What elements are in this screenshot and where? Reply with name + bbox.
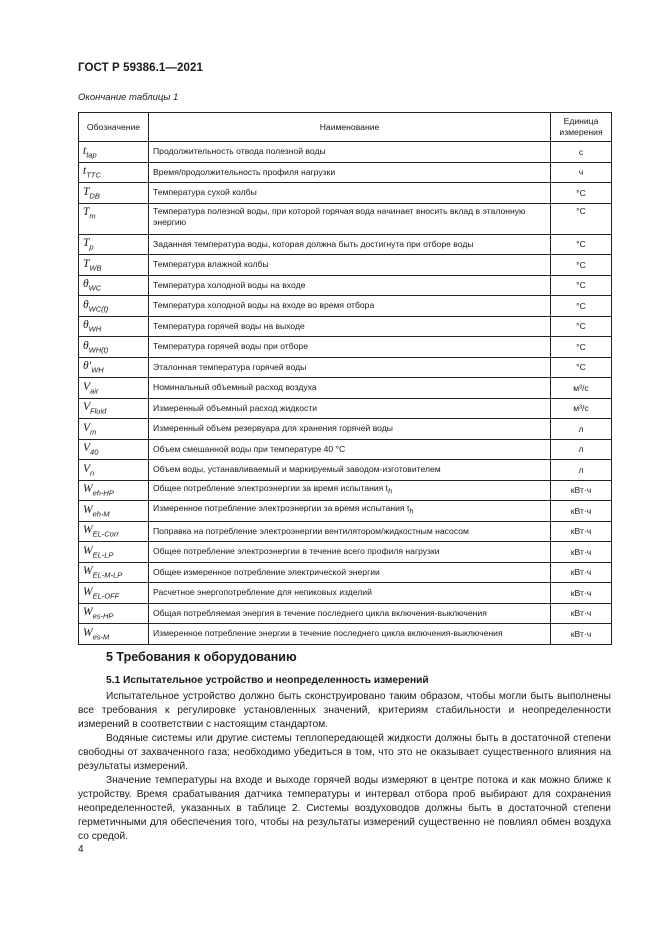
table-row [79,378,612,399]
symbol-cell [79,480,149,501]
symbol-subscript: EL-LP [92,549,114,559]
name-cell [149,542,551,563]
unit-cell: кВт·ч [551,583,612,604]
paragraph-text: Испытательное устройство должно быть сконструировано таким образом, чтобы могли быть выполнены все требования к регулировке установленных значений, критериям стабильности и неопределенности измерений в соответствии с настоящим стандартом. [78,691,611,730]
unit-cell: °С [551,203,612,234]
name-text: Расчетное энергопотребление для непиковых изделий [153,587,372,598]
symbol-subscript: eh-M [92,508,110,518]
symbol-subscript: WH(t) [88,344,109,354]
name-text: Температура холодной воды на входе [153,279,306,290]
name-cell [149,296,551,317]
name-cell [149,583,551,604]
column-header-unit: Единица измерения [551,113,612,142]
symbol-cell [79,183,149,204]
paragraph [78,732,611,774]
unit-cell: с [551,142,612,163]
symbol-subscript: WH [88,324,102,334]
name-cell [149,603,551,624]
symbol-subscript: Fluid [90,406,107,416]
symbol-letter: W [83,483,93,496]
unit-cell: °С [551,296,612,317]
symbol-letter: T [83,185,90,198]
symbol-letter: T [83,205,90,218]
unit-cell: кВт·ч [551,521,612,542]
table-row [79,183,612,204]
name-text: Измеренное потребление энергии в течение последнего цикла включения-выключения [153,628,503,639]
symbol-cell [79,234,149,255]
symbol-cell [79,624,149,645]
unit-cell: кВт·ч [551,501,612,522]
symbol-letter: V [83,462,91,475]
table-row [79,316,612,337]
name-cell [149,234,551,255]
name-cell [149,521,551,542]
symbol-subscript: eh-HP [92,488,114,498]
symbol-subscript: EL-Corr [92,529,119,539]
name-text: Температура холодной воды на входе во время отбора [153,300,375,311]
name-cell [149,624,551,645]
subsection-title: 5.1 Испытательное устройство и неопределенность измерений [106,675,429,686]
name-cell [149,480,551,501]
symbol-cell [79,203,149,234]
table-row [79,542,612,563]
symbol-cell [79,398,149,419]
symbol-cell [79,521,149,542]
name-cell [149,203,551,234]
symbol-cell [79,460,149,481]
symbol-letter: W [83,565,93,578]
unit-cell: кВт·ч [551,603,612,624]
table-row [79,583,612,604]
table-row [79,142,612,163]
symbol-letter: θ [83,278,89,291]
name-cell [149,501,551,522]
unit-cell: м³/с [551,398,612,419]
table-row [79,460,612,481]
symbol-cell [79,316,149,337]
name-text: Общая потребляемая энергия в течение последнего цикла включения-выключения [153,607,487,618]
symbol-letter: W [83,585,93,598]
symbol-subscript: 40 [90,447,99,457]
name-text: Поправка на потребление электроэнергии вентилятором/жидкостным насосом [153,525,469,536]
page-number: 4 [78,844,84,855]
symbol-cell [79,439,149,460]
unit-cell: кВт·ч [551,562,612,583]
symbol-subscript: air [90,385,99,395]
name-cell [149,142,551,163]
symbol-subscript: m [90,426,97,436]
symbol-subscript: WH [91,365,104,375]
symbol-subscript: EL-OFF [92,590,120,600]
symbol-cell [79,419,149,440]
name-text: Измеренное потребление электроэнергии за время испытания t [153,503,410,514]
unit-cell: м³/с [551,378,612,399]
symbol-letter: t [83,165,87,178]
unit-cell: °С [551,337,612,358]
unit-cell: °С [551,316,612,337]
name-text: Температура влажной колбы [153,259,269,270]
symbol-letter: W [83,626,93,639]
symbol-subscript: n [90,467,95,477]
name-text: Продолжительность отвода полезной воды [153,146,326,157]
symbol-subscript: p [89,242,94,252]
name-cell [149,398,551,419]
paragraph-text: Водяные системы или другие системы теплопередающей жидкости должны быть в достаточной степени свободны от захваченного газа; необходимо убедиться в том, что это не оказывает существенного влияния на результаты измерений. [78,733,611,772]
symbol-cell [79,501,149,522]
name-text: Температура полезной воды, при которой горячая вода начинает вносить вклад в эталонную энергию [153,205,526,227]
name-subscript: h [409,508,414,517]
name-cell [149,357,551,378]
name-text: Эталонная температура горячей воды [153,361,307,372]
symbol-letter: W [83,544,93,557]
symbol-letter: V [83,380,91,393]
symbols-table [78,112,612,645]
name-cell [149,183,551,204]
symbol-letter: T [83,257,90,270]
unit-cell: ч [551,162,612,183]
symbol-subscript: tap [86,149,97,159]
symbol-cell [79,378,149,399]
symbol-letter: t [83,144,87,157]
column-header-symbol: Обозначение [79,113,149,142]
unit-cell: кВт·ч [551,542,612,563]
symbol-cell [79,357,149,378]
paragraph-text: Значение температуры на входе и выходе горячей воды измеряют в центре потока и как можно ближе к устройству. Время срабатывания датчика температуры и интервал отбора проб выбирают для сохранения неопределенностей, указанных в таблице 2. Системы воздуховодов должны быть в достаточной степени герметичными для обеспечения того, чтобы на результаты измерений существенно не повлиял обмен воздуха со средой. [78,775,611,842]
symbol-subscript: WC(t) [88,303,109,313]
name-cell [149,460,551,481]
name-text: Измеренный объем резервуара для хранения горячей воды [153,423,393,434]
name-text: Общее потребление электроэнергии в течение всего профиля нагрузки [153,546,440,557]
symbol-subscript: m [89,210,96,220]
document-header: ГОСТ Р 59386.1—2021 [78,62,203,74]
table-row [79,562,612,583]
name-cell [149,439,551,460]
unit-cell: °С [551,357,612,378]
name-text: Температура горячей воды на выходе [153,320,305,331]
table-row [79,624,612,645]
table-row [79,603,612,624]
name-cell [149,419,551,440]
paragraph [78,774,611,844]
name-text: Общее измеренное потребление электрической энергии [153,566,380,577]
symbol-letter: W [83,606,93,619]
symbol-cell [79,296,149,317]
table-row [79,203,612,234]
symbol-subscript: es-HP [92,611,114,621]
table-row [79,480,612,501]
symbol-cell [79,255,149,276]
name-text: Объем воды, устанавливаемый и маркируемый заводом-изготовителем [153,464,441,475]
symbol-subscript: WB [89,262,102,272]
unit-cell: °С [551,275,612,296]
name-cell [149,337,551,358]
table-row [79,521,612,542]
symbol-letter: V [83,442,91,455]
unit-cell: кВт·ч [551,480,612,501]
column-header-name: Наименование [149,113,551,142]
unit-cell: °С [551,183,612,204]
symbol-cell [79,162,149,183]
table-row [79,419,612,440]
symbol-letter: V [83,401,91,414]
name-cell [149,162,551,183]
table-row [79,398,612,419]
name-cell [149,275,551,296]
paragraph [78,690,611,732]
symbol-cell [79,542,149,563]
table-row [79,501,612,522]
symbol-subscript: DB [89,190,100,200]
name-subscript: h [388,487,393,496]
table-row [79,275,612,296]
name-cell [149,255,551,276]
table-row [79,337,612,358]
symbol-letter: W [83,524,93,537]
table-caption: Окончание таблицы 1 [78,92,179,103]
symbol-cell [79,562,149,583]
table-row [79,296,612,317]
name-text: Общее потребление электроэнергии за время испытания t [153,482,389,493]
symbol-letter: T [83,237,90,250]
table-row [79,234,612,255]
symbol-cell [79,583,149,604]
table-row [79,162,612,183]
symbol-cell [79,275,149,296]
name-text: Температура сухой колбы [153,187,257,198]
section-title: 5 Требования к оборудованию [106,650,297,664]
table-body [79,142,612,645]
unit-cell: °С [551,255,612,276]
name-text: Объем смешанной воды при температуре 40 °С [153,443,346,454]
symbol-subscript: EL-M-LP [92,570,123,580]
table-row [79,357,612,378]
symbol-subscript: WC [88,283,102,293]
unit-cell: кВт·ч [551,624,612,645]
symbol-cell [79,142,149,163]
unit-cell: °С [551,234,612,255]
name-cell [149,562,551,583]
symbol-letter: W [83,503,93,516]
unit-cell: л [551,460,612,481]
symbol-subscript: TTC [86,170,101,180]
name-cell [149,316,551,337]
symbol-letter: θ [83,339,89,352]
name-text: Заданная температура воды, которая должна быть достигнута при отборе воды [153,238,474,249]
symbol-subscript: es-M [92,631,110,641]
symbol-letter: θ [83,319,89,332]
name-text: Номинальный объемный расход воздуха [153,382,317,393]
symbol-letter: θ [83,298,89,311]
name-text: Измеренный объемный расход жидкости [153,402,318,413]
table-row [79,439,612,460]
name-text: Температура горячей воды при отборе [153,341,308,352]
unit-cell: л [551,419,612,440]
name-cell [149,378,551,399]
symbol-letter: θ' [83,360,92,373]
symbol-cell [79,603,149,624]
name-text: Время/продолжительность профиля нагрузки [153,166,336,177]
table-row [79,255,612,276]
symbol-letter: V [83,421,91,434]
unit-cell: л [551,439,612,460]
symbol-cell [79,337,149,358]
